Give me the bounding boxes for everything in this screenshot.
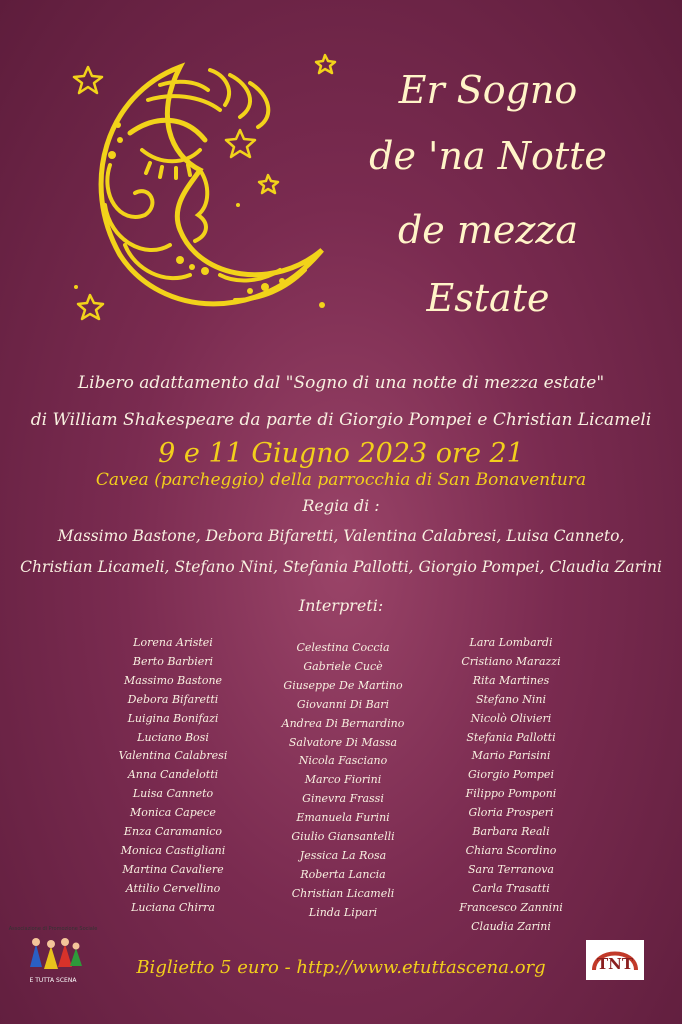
cast-name: Nicola Fasciano xyxy=(298,754,388,768)
cast-name: Nicolò Olivieri xyxy=(470,711,552,725)
cast-name: Luciano Bosi xyxy=(137,730,209,744)
cast-name: Filippo Pomponi xyxy=(465,787,557,801)
cast-name: Valentina Calabresi xyxy=(118,749,228,763)
cast-name: Monica Capece xyxy=(130,806,216,820)
cast-name: Marco Fiorini xyxy=(304,773,382,787)
star-icon xyxy=(78,295,103,319)
logo-bottom-text: E TUTTA SCENA xyxy=(29,977,77,984)
cast-name: Giulio Giansantelli xyxy=(291,830,395,844)
title-line-1: Er Sogno xyxy=(398,68,578,112)
tnt-logo xyxy=(586,940,644,980)
subtitle-line-1: Libero adattamento dal "Sogno di una notte di mezza estate" xyxy=(77,373,605,393)
star-icon xyxy=(74,67,102,93)
crescent-moon-face-icon xyxy=(60,55,340,330)
cast-column-1 xyxy=(98,634,248,918)
cast-name: Enza Caramanico xyxy=(123,825,223,839)
cast-name: Salvatore Di Massa xyxy=(288,735,398,749)
star-icon xyxy=(259,175,278,193)
event-date: 9 e 11 Giugno 2023 ore 21 xyxy=(158,438,524,469)
cast-name: Berto Barbieri xyxy=(132,654,214,668)
cast-name: Giovanni Di Bari xyxy=(296,697,390,711)
cast-name: Rita Martines xyxy=(472,673,550,687)
tnt-logo-text: TNT xyxy=(596,955,634,973)
cast-name: Monica Castigliani xyxy=(120,843,226,857)
people-icon xyxy=(30,938,82,969)
cast-name: Chiara Scordino xyxy=(465,843,557,857)
cast-name: Sara Terranova xyxy=(468,862,554,876)
cast-name: Ginevra Frassi xyxy=(302,792,384,806)
association-logo xyxy=(8,922,98,986)
direction-label: Regia di : xyxy=(302,496,380,515)
ticket-info[interactable]: Biglietto 5 euro - http://www.etuttascena.org xyxy=(136,957,546,978)
cast-name: Giuseppe De Martino xyxy=(283,678,403,692)
cast-name: Luciana Chirra xyxy=(131,900,215,914)
cast-name: Lorena Aristei xyxy=(133,636,213,649)
event-venue: Cavea (parcheggio) della parrocchia di San Bonaventura xyxy=(95,470,587,490)
directors-line-1: Massimo Bastone, Debora Bifaretti, Valentina Calabresi, Luisa Canneto, xyxy=(57,527,625,545)
cast-name: Roberta Lancia xyxy=(300,867,386,881)
title-line-3: de mezza xyxy=(397,208,579,252)
cast-name: Andrea Di Bernardino xyxy=(281,716,405,730)
title-line-4: Estate xyxy=(426,276,550,320)
cast-name: Cristiano Marazzi xyxy=(461,654,561,668)
cast-name: Claudia Zarini xyxy=(471,919,551,933)
cast-name: Luigina Bonifazi xyxy=(127,711,219,725)
cast-name: Barbara Reali xyxy=(472,825,550,839)
cast-name: Lara Lombardi xyxy=(469,636,553,649)
cast-name: Carla Trasatti xyxy=(472,881,550,895)
cast-name: Attilio Cervellino xyxy=(125,881,221,895)
logo-top-text: Associazione di Promozione Sociale xyxy=(8,926,98,932)
cast-name: Emanuela Furini xyxy=(296,811,390,825)
cast-name: Martina Cavaliere xyxy=(122,862,224,876)
title-line-2: de 'na Notte xyxy=(369,134,607,178)
cast-name: Massimo Bastone xyxy=(123,673,223,687)
cast-column-3 xyxy=(436,634,586,937)
cast-name: Christian Licameli xyxy=(291,886,395,900)
cast-name: Linda Lipari xyxy=(308,905,378,919)
cast-label: Interpreti: xyxy=(298,596,384,615)
cast-name: Stefano Nini xyxy=(475,692,547,706)
cast-name: Anna Candelotti xyxy=(127,768,219,782)
subtitle-line-2: di William Shakespeare da parte di Giorgio Pompei e Christian Licameli xyxy=(30,410,652,430)
cast-name: Celestina Coccia xyxy=(296,641,390,654)
cast-name: Debora Bifaretti xyxy=(127,692,219,706)
cast-name: Giorgio Pompei xyxy=(468,768,554,782)
cast-name: Mario Parisini xyxy=(471,749,551,763)
directors-line-2: Christian Licameli, Stefano Nini, Stefania Pallotti, Giorgio Pompei, Claudia Zarini xyxy=(20,558,662,576)
tnt-logo-icon xyxy=(586,940,644,980)
star-icon xyxy=(316,55,335,73)
cast-name: Gloria Prosperi xyxy=(468,806,554,820)
star-icon xyxy=(226,130,255,157)
cast-name: Gabriele Cucè xyxy=(303,659,383,673)
cast-name: Jessica La Rosa xyxy=(299,848,387,862)
cast-name: Francesco Zannini xyxy=(459,900,563,914)
cast-column-2 xyxy=(268,639,418,923)
cast-name: Luisa Canneto xyxy=(132,787,214,801)
cast-name: Stefania Pallotti xyxy=(466,730,556,744)
